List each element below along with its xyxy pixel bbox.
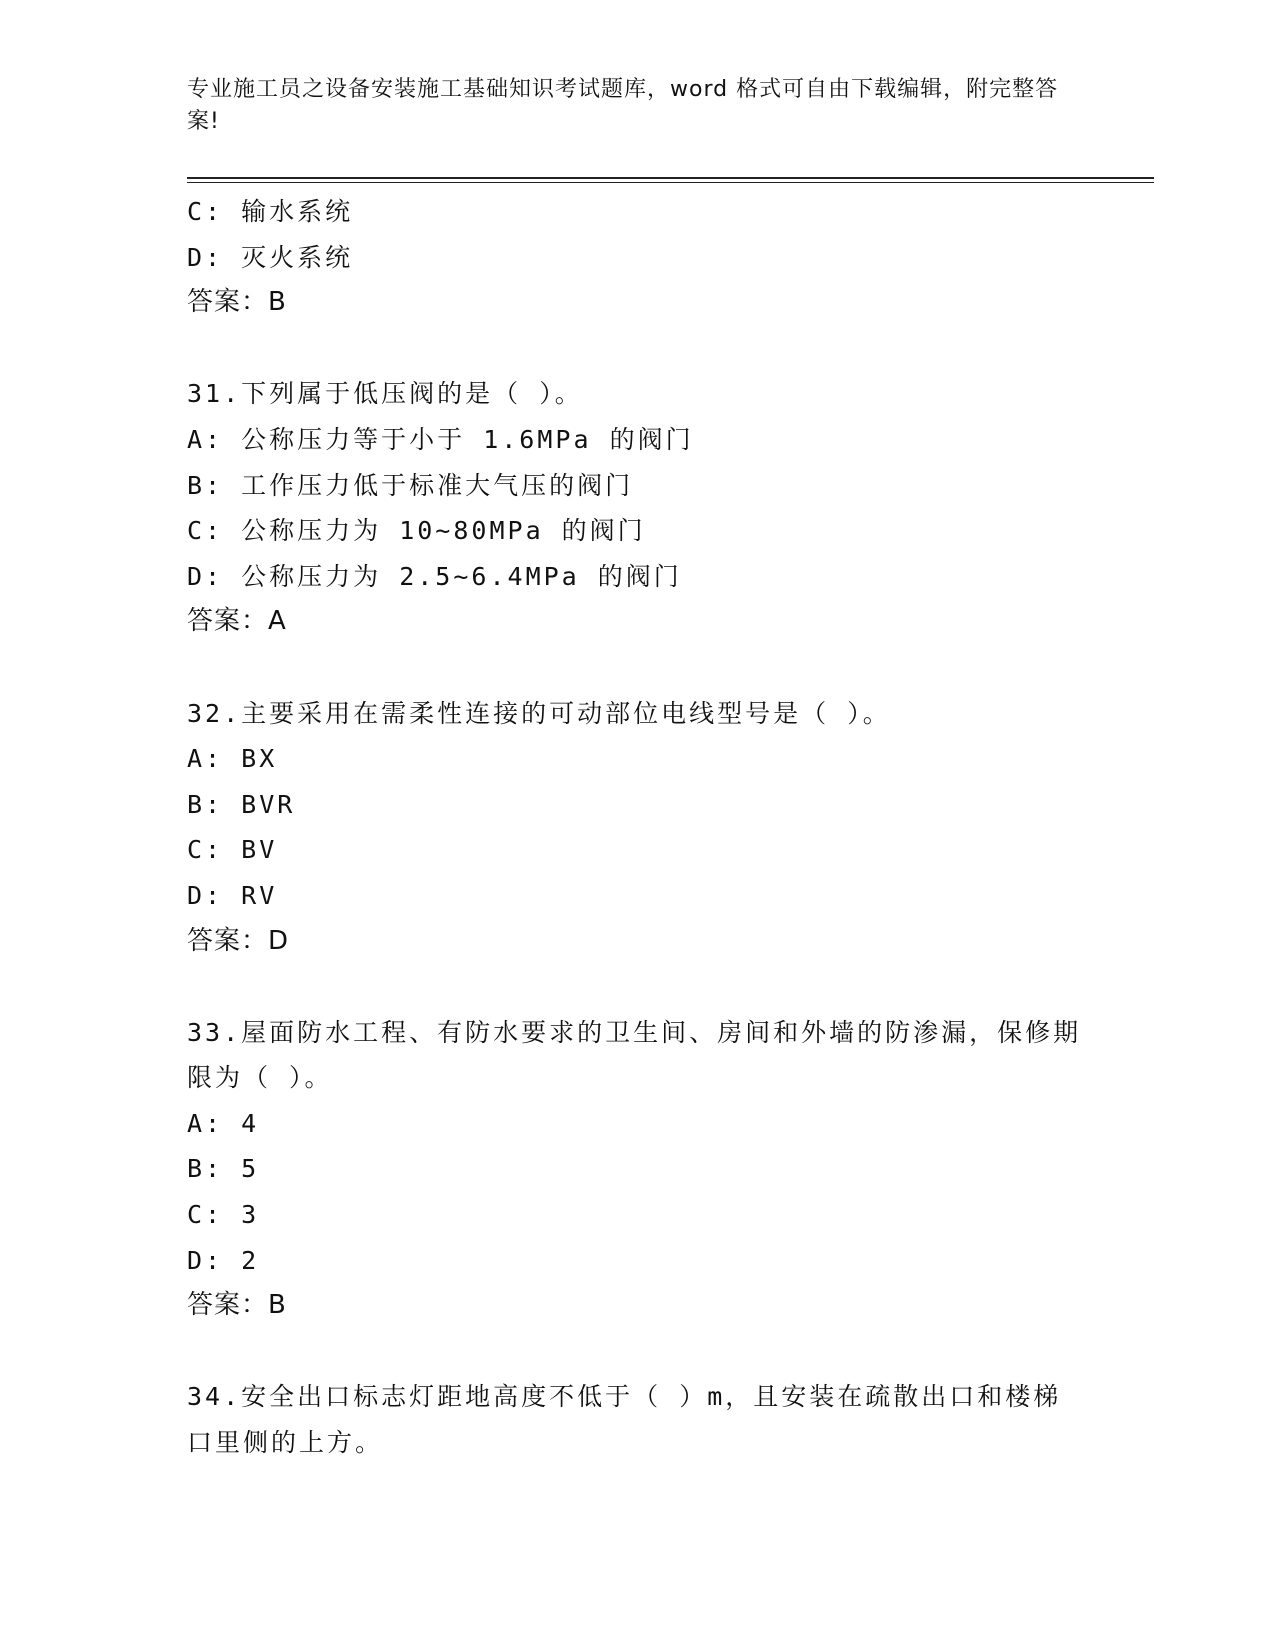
option-c: C: 公称压力为 10~80MPa 的阀门 xyxy=(187,516,646,546)
spacer xyxy=(187,1329,1087,1375)
answer-line: 答案：D xyxy=(187,925,290,956)
document-header: 专业施工员之设备安装施工基础知识考试题库，word 格式可自由下载编辑，附完整答案! xyxy=(187,77,1059,134)
spacer xyxy=(187,645,1087,691)
option-c: C: 输水系统 xyxy=(187,197,354,226)
question-stem: 34.安全出口标志灯距地高度不低于（ ）m，且安装在疏散出口和楼梯口里侧的上方。 xyxy=(187,1382,1062,1458)
spacer xyxy=(187,964,1087,1010)
option-c: C: 3 xyxy=(187,1200,260,1230)
header-divider-thick xyxy=(187,177,1154,179)
option-a: A: BX xyxy=(187,744,278,774)
option-b: B: 5 xyxy=(187,1154,260,1184)
answer-line: 答案：A xyxy=(187,606,287,637)
option-d: D: 灭火系统 xyxy=(187,242,354,272)
option-b: B: BVR xyxy=(187,789,296,819)
option-a: A: 4 xyxy=(187,1108,260,1138)
option-d: D: 2 xyxy=(187,1245,260,1275)
answer-line: 答案：B xyxy=(187,1290,287,1321)
spacer xyxy=(187,326,1087,372)
question-stem: 31.下列属于低压阀的是（ ）。 xyxy=(187,379,583,409)
option-a: A: 公称压力等于小于 1.6MPa 的阀门 xyxy=(187,424,694,454)
option-c: C: BV xyxy=(187,835,278,865)
question-stem: 32.主要采用在需柔性连接的可动部位电线型号是（ ）。 xyxy=(187,698,891,728)
option-d: D: 公称压力为 2.5~6.4MPa 的阀门 xyxy=(187,561,682,591)
question-list xyxy=(187,189,1087,1466)
header-divider-thin xyxy=(187,182,1154,183)
option-b: B: 工作压力低于标准大气压的阀门 xyxy=(187,470,634,500)
option-d: D: RV xyxy=(187,880,278,910)
answer-line: 答案：B xyxy=(187,287,287,318)
question-stem: 33.屋面防水工程、有防水要求的卫生间、房间和外墙的防渗漏，保修期限为（ ）。 xyxy=(187,1017,1082,1093)
